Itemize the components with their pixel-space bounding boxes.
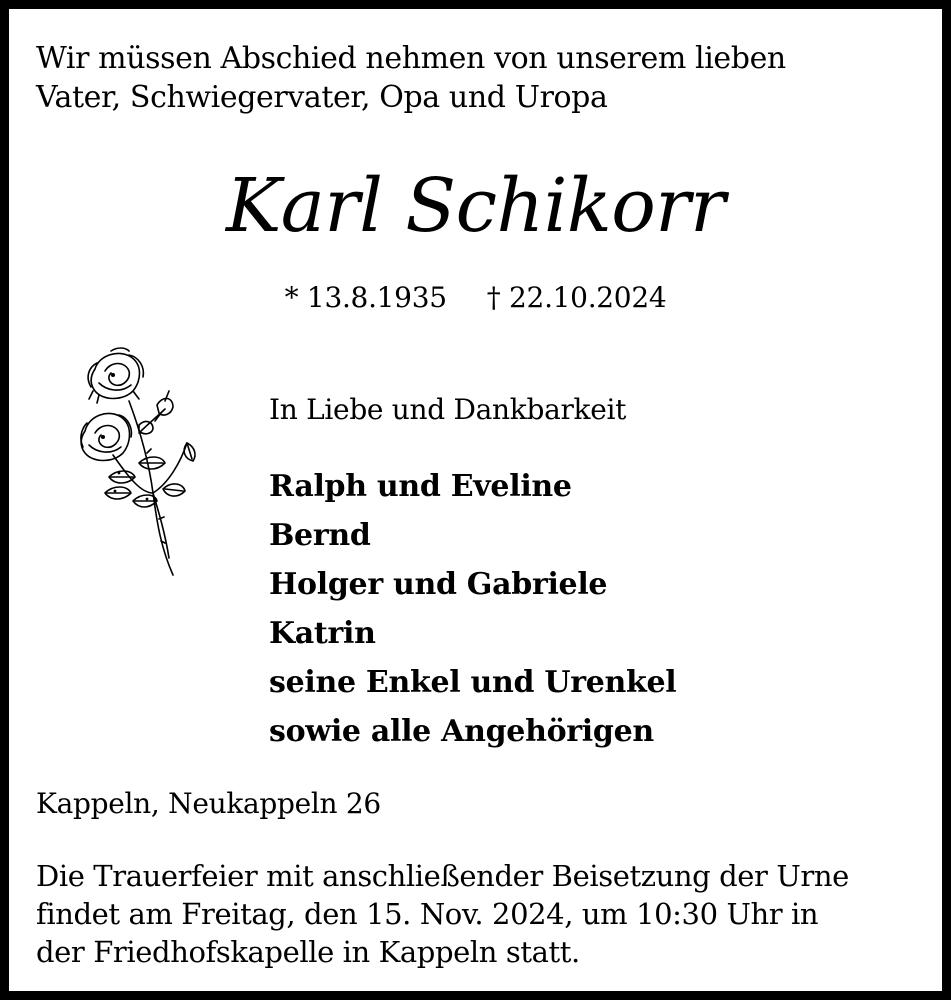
service-info	[36, 857, 849, 971]
service-line: findet am Freitag, den 15. Nov. 2024, um 10:30 Uhr in	[36, 897, 819, 931]
intro-line: Vater, Schwiegervater, Opa und Uropa	[36, 80, 608, 115]
mourner-name: Ralph und Eveline	[269, 469, 572, 504]
mourner-name: seine Enkel und Urenkel	[269, 665, 677, 700]
life-dates	[9, 279, 942, 317]
birth-date: * 13.8.1935	[284, 281, 447, 314]
mourners-list	[269, 462, 676, 756]
dedication-text: In Liebe und Dankbarkeit	[269, 393, 627, 426]
intro-line: Wir müssen Abschied nehmen von unserem lieben	[36, 41, 786, 76]
deceased-name: Karl Schikorr	[225, 163, 726, 249]
mourner-name: Bernd	[269, 518, 371, 553]
rose-icon	[69, 343, 199, 583]
mourner-name: Holger und Gabriele	[269, 567, 608, 602]
address-text: Kappeln, Neukappeln 26	[36, 787, 381, 820]
intro-text	[36, 39, 786, 117]
mourner-name: Katrin	[269, 616, 376, 651]
service-line: der Friedhofskapelle in Kappeln statt.	[36, 935, 580, 969]
death-date: † 22.10.2024	[486, 281, 667, 314]
mourner-name: sowie alle Angehörigen	[269, 714, 654, 749]
service-line: Die Trauerfeier mit anschließender Beisetzung der Urne	[36, 859, 849, 893]
